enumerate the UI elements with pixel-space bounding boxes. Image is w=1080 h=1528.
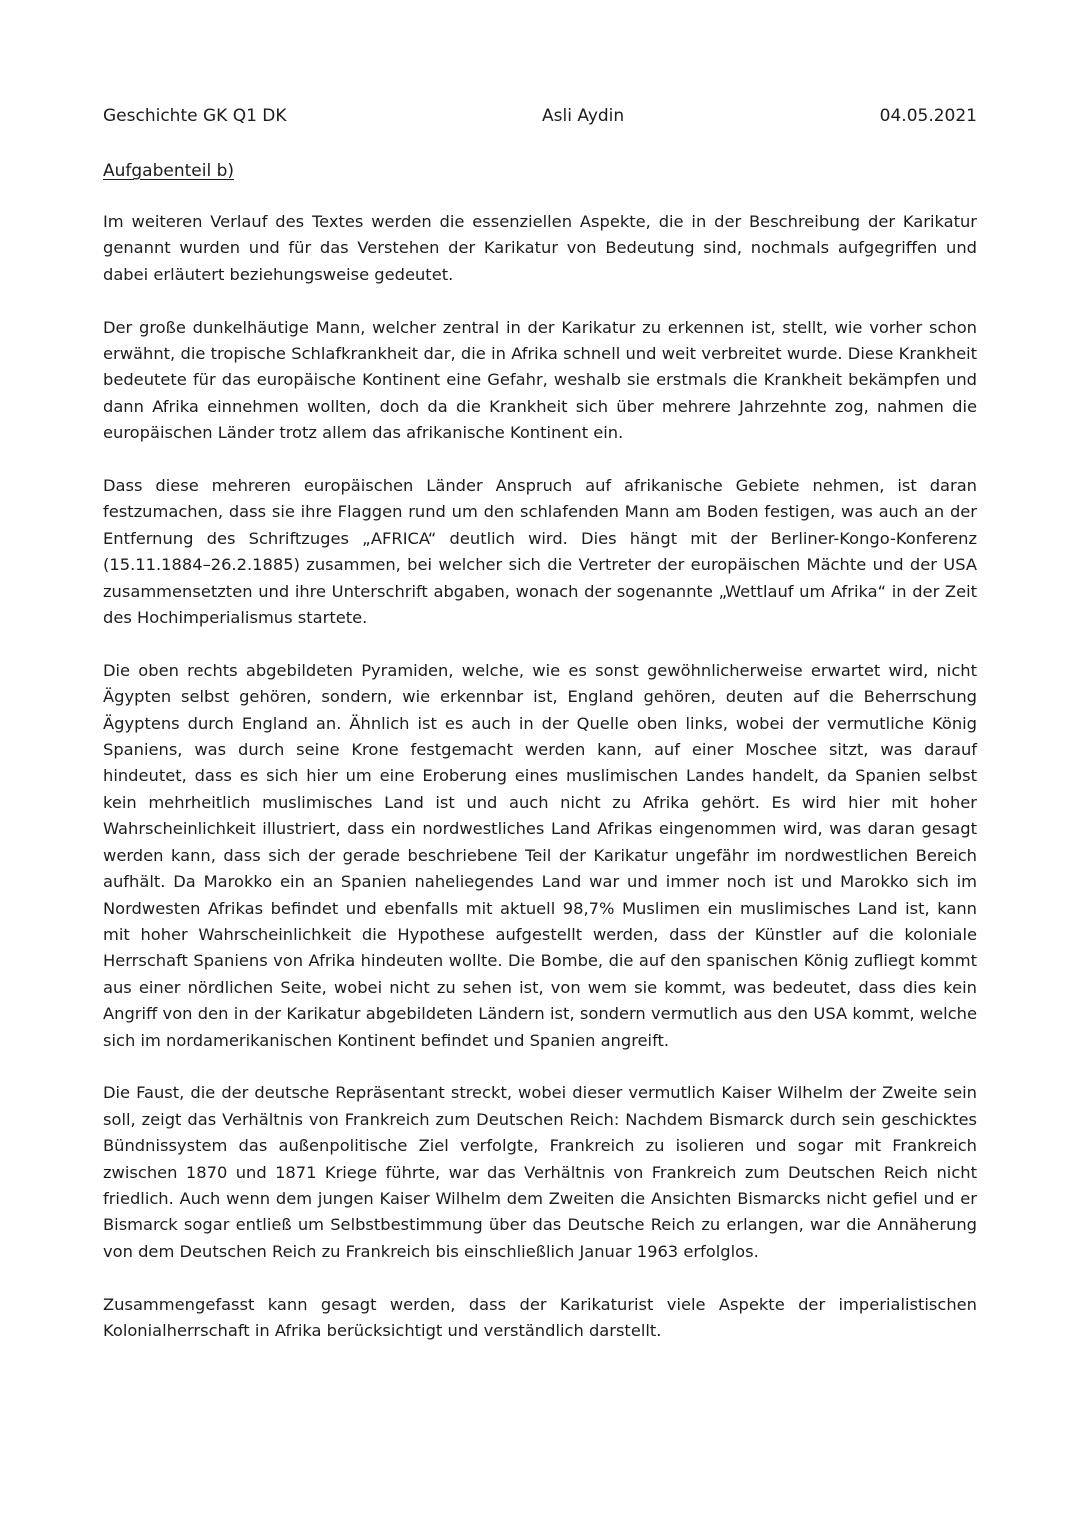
section-heading: Aufgabenteil b) — [103, 161, 235, 181]
paragraph-intro: Im weiteren Verlauf des Textes werden die essenziellen Aspekte, die in der Beschreibung der Karikatur genannt wurden und für das Verstehen der Karikatur von Bedeutung sind, nochmals aufgegriffen und dabei erläutert beziehungsweise gedeutet. — [103, 212, 977, 284]
paragraph-conclusion: Zusammengefasst kann gesagt werden, dass der Karikaturist viele Aspekte der imperialistischen Kolonialherrschaft in Afrika berücksichtigt und verständlich darstellt. — [103, 1294, 977, 1340]
paragraph-pyramids-spain: Die oben rechts abgebildeten Pyramiden, welche, wie es sonst gewöhnlicherweise erwartet wird, nicht Ägypten selbst gehören, sondern, wie erkennbar ist, England gehören, deuten auf die Beherrschung Ägyptens durch England an. Ähnlich ist es auch in der Quelle oben links, wobei der vermutliche König Spaniens, was durch seine Krone festgemacht werden kann, auf einer Moschee sitzt, was darauf hindeutet, dass es sich hier um eine Eroberung eines muslimischen Landes handelt, da Spanien selbst kein mehrheitlich muslimisches Land ist und auch nicht zu Afrika gehört. Es wird hier mit hoher Wahrscheinlichkeit illustriert, dass ein nordwestliches Land Afrikas eingenommen wird, was daran gesagt werden kann, dass sich der gerade beschriebene Teil der Karikatur ungefähr im nordwestlichen Bereich aufhält. Da Marokko ein an Spanien naheliegendes Land war und immer noch ist und Marokko sich im Nordwesten Afrikas befindet und ebenfalls mit aktuell 98,7% Muslimen ein muslimisches Land ist, kann mit hoher Wahrscheinlichkeit die Hypothese aufgestellt werden, dass der Künstler auf die koloniale Herrschaft Spaniens von Afrika hindeuten wollte. Die Bombe, die auf den spanischen König zufliegt kommt aus einer nördlichen Seite, wobei nicht zu sehen ist, von wem sie kommt, was bedeutet, dass dies kein Angriff von den in der Karikatur abgebildeten Ländern ist, sondern vermutlich aus den USA kommt, welche sich im nordamerikanischen Kontinent befindet und Spanien angreift. — [103, 660, 977, 1050]
course-label: Geschichte GK Q1 DK — [103, 106, 287, 126]
author-name: Asli Aydin — [542, 106, 625, 126]
paragraph-german-fist: Die Faust, die der deutsche Repräsentant streckt, wobei dieser vermutlich Kaiser Wilhelm der Zweite sein soll, zeigt das Verhältnis von Frankreich zum Deutschen Reich: Nachdem Bismarck durch sein geschicktes Bündnissystem das außenpolitische Ziel verfolgte, Frankreich zu isolieren und sogar mit Frankreich zwischen 1870 und 1871 Kriege führte, war das Verhältnis von Frankreich zum Deutschen Reich nicht friedlich. Auch wenn dem jungen Kaiser Wilhelm dem Zweiten die Ansichten Bismarcks nicht gefiel und er Bismarck sogar entließ um Selbstbestimmung über das Deutsche Reich zu erlangen, war die Annäherung von dem Deutschen Reich zu Frankreich bis einschließlich Januar 1963 erfolglos. — [103, 1083, 977, 1261]
document-date: 04.05.2021 — [879, 106, 977, 126]
page-header — [103, 104, 977, 128]
document-page — [103, 104, 977, 1344]
paragraph-sleeping-sickness: Der große dunkelhäutige Mann, welcher zentral in der Karikatur zu erkennen ist, stellt, wie vorher schon erwähnt, die tropische Schlafkrankheit dar, die in Afrika schnell und weit verbreitet wurde. Diese Krankheit bedeutete für das europäische Kontinent eine Gefahr, weshalb sie erstmals die Krankheit bekämpfen und dann Afrika einnehmen wollten, doch da die Krankheit sich über mehrere Jahrzehnte zog, nahmen die europäischen Länder trotz allem das afrikanische Kontinent ein. — [103, 317, 977, 443]
paragraph-flags-congo-conference: Dass diese mehreren europäischen Länder Anspruch auf afrikanische Gebiete nehmen, ist daran festzumachen, dass sie ihre Flaggen rund um den schlafenden Mann am Boden festigen, was auch an der Entfernung des Schriftzuges „AFRICA“ deutlich wird. Dies hängt mit der Berliner-Kongo-Konferenz (15.11.1884–26.2.1885) zusammen, bei welcher sich die Vertreter der europäischen Mächte und der USA zusammensetzten und ihre Unterschrift abgaben, wonach der sogenannte „Wettlauf um Afrika“ in der Zeit des Hochimperialismus startete. — [103, 476, 977, 628]
